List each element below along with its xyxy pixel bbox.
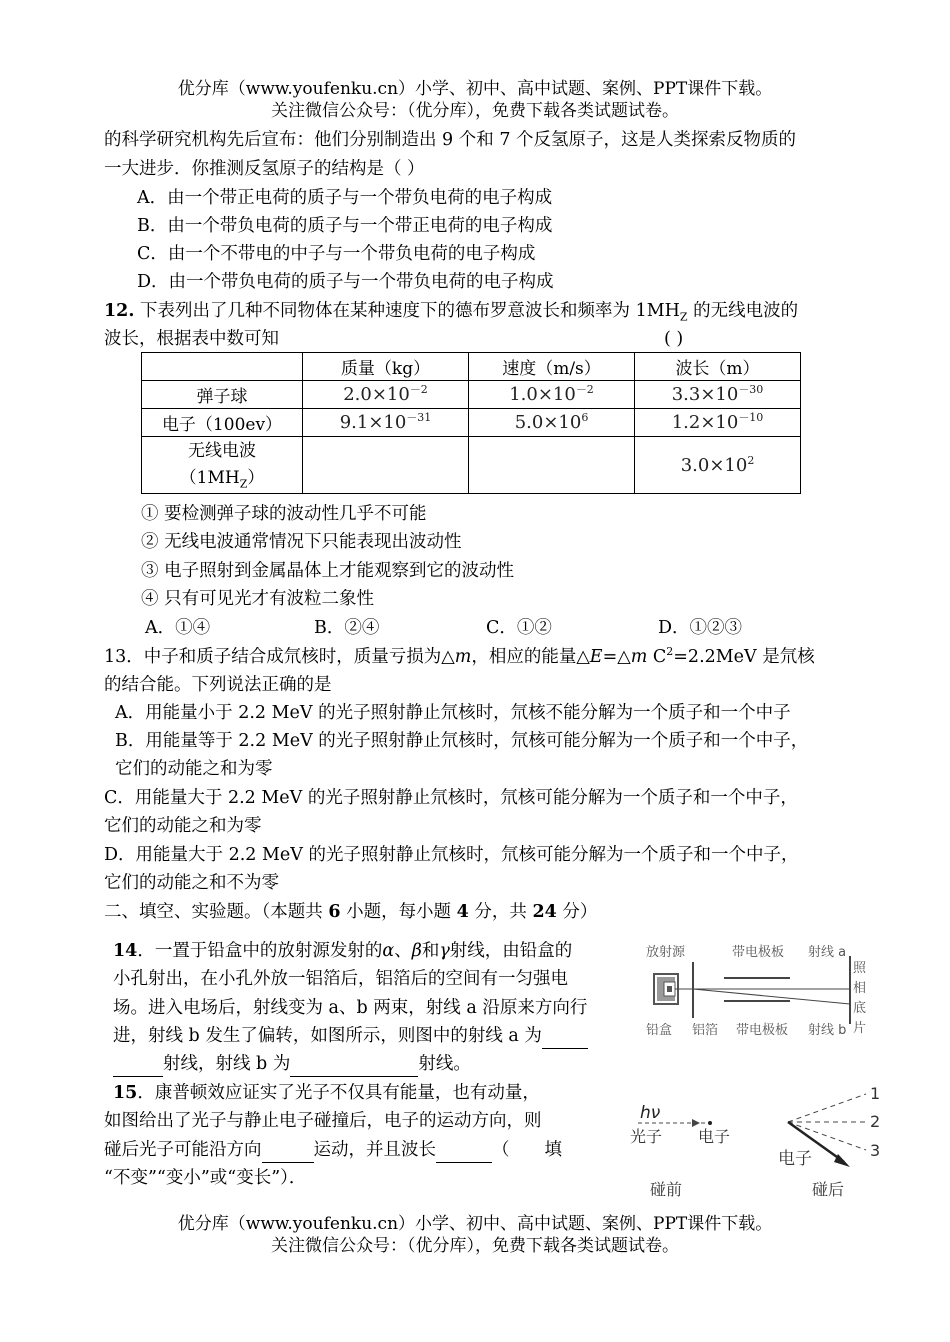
footer-line-2: 关注微信公众号：（优分库），免费下载各类试题试卷。 (271, 1236, 679, 1256)
label-film-4: 片 (853, 1021, 867, 1036)
q15-line-3: 碰后光子可能沿方向 运动，并且波长 （ 填 (104, 1138, 562, 1163)
q12-answer-paren: ( ) (664, 329, 684, 349)
table-header-row (142, 353, 801, 381)
q13-option-c-cont: 它们的动能之和为零 (104, 816, 262, 836)
q14-line-3: 场。进入电场后，射线变为 a、b 两束，射线 a 沿原来方向行 (113, 998, 588, 1018)
table-row-label: 无线电波 $(1MH_Z)$ (142, 437, 303, 494)
q12-choice-b: B．②④ (314, 618, 380, 638)
table-cell-empty (469, 437, 635, 494)
q15-blank-direction[interactable] (262, 1138, 314, 1163)
q13-option-b: B．用能量等于 2.2 MeV 的光子照射静止氘核时，氘核可能分解为一个质子和一个中子， (115, 731, 809, 751)
q11-option-d: D．由一个带负电荷的质子与一个带负电荷的电子构成 (137, 272, 554, 292)
electron-dot-before (708, 1121, 712, 1125)
table-row (142, 409, 801, 437)
table-row-label: 弹子球 (142, 381, 303, 409)
direction-1-line (788, 1094, 866, 1122)
label-electron-before: 电子 (698, 1127, 731, 1146)
section-2-title: 二、填空、实验题。（本题共 6 小题，每小题 4 分，共 24 分） (104, 902, 598, 922)
q14-blank-a[interactable] (542, 1024, 588, 1049)
q13-option-c: C．用能量大于 2.2 MeV 的光子照射静止氘核时，氘核可能分解为一个质子和一个中子， (104, 788, 798, 808)
q13-stem-2: 的结合能。下列说法正确的是 (104, 675, 332, 695)
label-direction-1: 1 (870, 1084, 881, 1103)
table-cell: $3.0\times 10^2$ (635, 437, 801, 494)
q12-statement-1: ① 要检测弹子球的波动性几乎不可能 (141, 504, 427, 524)
table-row (142, 437, 801, 494)
label-film-3: 底 (853, 1001, 867, 1016)
q12-statement-2: ② 无线电波通常情况下只能表现出波动性 (141, 532, 462, 552)
footer-line-1: 优分库（www.youfenku.cn）小学、初中、高中试题、案例、PPT课件下载。 (177, 1214, 773, 1234)
q13-option-d: D．用能量大于 2.2 MeV 的光子照射静止氘核时，氘核可能分解为一个质子和一个中子， (104, 845, 799, 865)
q11-option-c: C．由一个不带电的中子与一个带负电荷的电子构成 (137, 244, 536, 264)
q15-line-2: 如图给出了光子与静止电子碰撞后，电子的运动方向，则 (104, 1111, 542, 1131)
header-line-2: 关注微信公众号：（优分库），免费下载各类试题试卷。 (271, 101, 679, 121)
q14-line-5: 射线，射线 b 为 射线。 (113, 1052, 471, 1077)
header-line-1: 优分库（www.youfenku.cn）小学、初中、高中试题、案例、PPT课件下载。 (177, 79, 773, 99)
label-before: 碰前 (650, 1180, 683, 1199)
q13-option-d-cont: 它们的动能之和不为零 (104, 873, 279, 893)
table-header-cell (142, 353, 303, 381)
q12-stem-1: 12. 下表列出了几种不同物体在某种速度下的德布罗意波长和频率为 $1MH_Z$ 的无线电波的 (104, 301, 799, 324)
table-header-cell: 速度（m/s） (469, 353, 635, 381)
label-hv: hν (640, 1103, 661, 1123)
table-cell-empty (303, 437, 469, 494)
q13-option-b-cont: 它们的动能之和为零 (115, 759, 273, 779)
q12-choice-a: A．①④ (145, 618, 211, 638)
label-direction-2: 2 (870, 1112, 881, 1131)
label-ray-b: 射线 b (808, 1023, 847, 1038)
label-film-1: 照 (853, 961, 867, 976)
table-cell: $1.0\times 10^{-2}$ (469, 381, 635, 409)
q12-stem-2: 波长，根据表中数可知 (104, 329, 279, 349)
radiation-source-dot (667, 986, 672, 992)
q11-option-a: A．由一个带正电荷的质子与一个带负电荷的电子构成 (137, 188, 553, 208)
label-after: 碰后 (812, 1180, 845, 1199)
q11-text-1: 的科学研究机构先后宣布：他们分别制造出 9 个和 7 个反氢原子，这是人类探索反物质的 (104, 130, 797, 150)
table-cell: $3.3\times 10^{-30}$ (635, 381, 801, 409)
q14-blank-a-cont[interactable] (113, 1052, 163, 1077)
label-foil: 铝箔 (692, 1023, 719, 1038)
direction-3-line (788, 1122, 866, 1150)
q12-statement-4: ④ 只有可见光才有波粒二象性 (141, 589, 375, 609)
q14-blank-b[interactable] (290, 1052, 418, 1077)
q14-line-1: 14．一置于铅盒中的放射源发射的α、β和γ射线，由铅盒的 (113, 941, 573, 961)
q12-statement-3: ③ 电子照射到金属晶体上才能观察到它的波动性 (141, 561, 515, 581)
label-photon: 光子 (630, 1127, 663, 1146)
label-film-2: 相 (853, 981, 867, 996)
radiation-deflection-figure (640, 936, 875, 1042)
table-cell: $1.2\times 10^{-10}$ (635, 409, 801, 437)
q11-option-b: B．由一个带负电荷的质子与一个带正电荷的电子构成 (137, 216, 553, 236)
q12-number: 12. (104, 301, 135, 321)
q13-stem-1: 13．中子和质子结合成氘核时，质量亏损为△m，相应的能量△E=△m $C^2=2.2MeV$ 是氘核 (104, 645, 815, 667)
q11-text-2: 一大进步．你推测反氢原子的结构是（ ） (104, 159, 425, 179)
table-row (142, 381, 801, 409)
q12-choice-d: D．①②③ (658, 618, 743, 638)
q15-line-4: “不变”“变小”或“变长”）． (104, 1168, 307, 1188)
table-header-cell: 质量（kg） (303, 353, 469, 381)
photon-arrowhead (692, 1119, 700, 1127)
q12-choice-c: C．①② (486, 618, 552, 638)
label-plate-bottom: 带电极板 (736, 1023, 789, 1038)
label-source: 放射源 (646, 945, 686, 960)
q13-option-a: A．用能量小于 2.2 MeV 的光子照射静止氘核时，氘核不能分解为一个质子和一个中子 (115, 703, 791, 723)
debroglie-table (141, 352, 801, 494)
q15-line-1: 15．康普顿效应证实了光子不仅具有能量，也有动量， (113, 1083, 540, 1103)
table-cell: $9.1\times 10^{-31}$ (303, 409, 469, 437)
label-direction-3: 3 (870, 1141, 881, 1160)
q14-line-4: 进，射线 b 发生了偏转，如图所示，则图中的射线 a 为 (113, 1024, 588, 1049)
label-electron-after: 电子 (778, 1149, 812, 1169)
table-row-label: 电子（100ev） (142, 409, 303, 437)
table-cell: $5.0\times 10^6$ (469, 409, 635, 437)
label-ray-a: 射线 a (808, 945, 847, 960)
label-plate-top: 带电极板 (732, 945, 785, 960)
table-header-cell: 波长（m） (635, 353, 801, 381)
q15-blank-wavelength[interactable] (436, 1138, 492, 1163)
q14-line-2: 小孔射出，在小孔外放一铝箔后，铝箔后的空间有一匀强电 (113, 969, 568, 989)
label-lead-box: 铅盒 (646, 1023, 673, 1038)
table-cell: $2.0\times 10^{-2}$ (303, 381, 469, 409)
compton-scattering-figure (620, 1080, 890, 1204)
